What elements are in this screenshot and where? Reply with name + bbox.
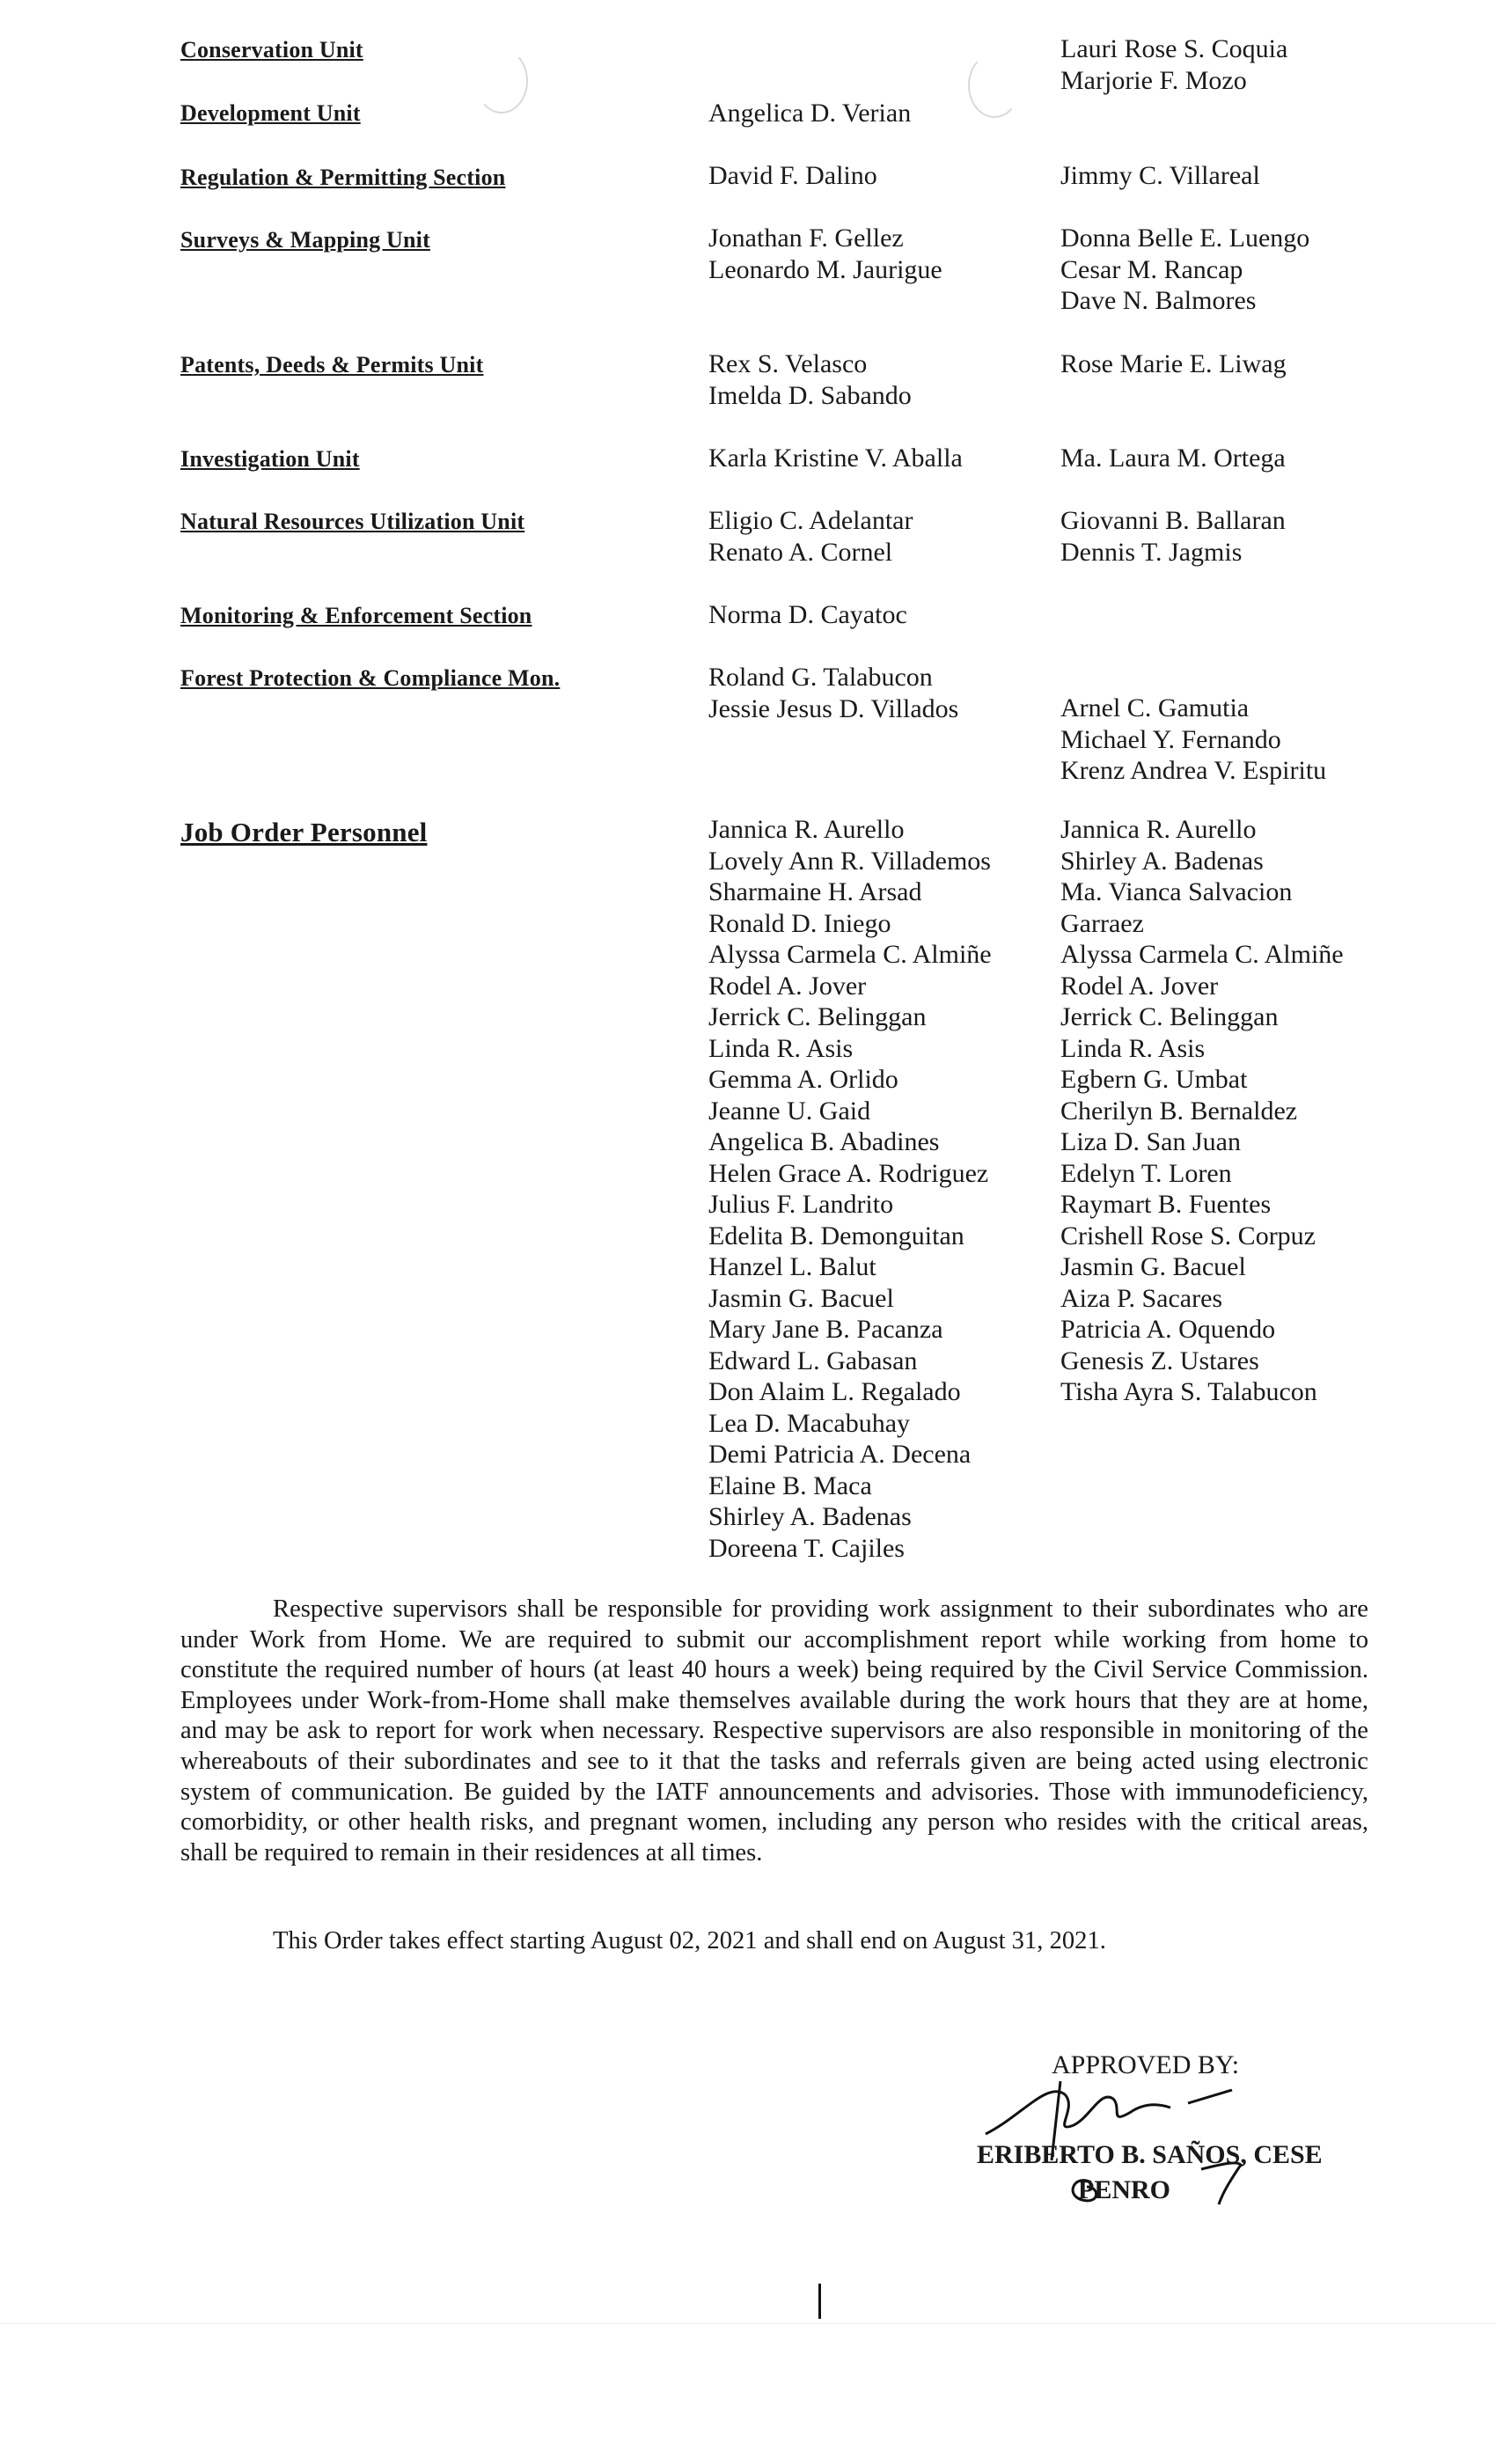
personnel-name: Eligio C. Adelantar [708,506,913,535]
personnel-name: Donna Belle E. Luengo [1060,224,1310,253]
personnel-name: Edelyn T. Loren [1060,1158,1232,1188]
order-effectivity: This Order takes effect starting August 02, 2021 and shall end on August 31, 2021. [273,1927,1106,1954]
instructions-paragraph [180,1595,1368,1868]
personnel-name: Cherilyn B. Bernaldez [1060,1096,1298,1126]
personnel-name: Helen Grace A. Rodriguez [708,1158,989,1188]
unit-label-monitoring: Monitoring & Enforcement Section [180,603,532,628]
personnel-name: Linda R. Asis [708,1033,854,1063]
name-list [708,98,911,129]
personnel-name: Jimmy C. Villareal [1060,161,1260,190]
personnel-name: Angelica B. Abadines [708,1127,940,1156]
personnel-name: Marjorie F. Mozo [1060,65,1247,95]
unit-label-job-order: Job Order Personnel [180,817,428,847]
punch-hole-mark [475,48,528,114]
personnel-name: Jannica R. Aurello [1060,815,1257,844]
unit-label-investigation: Investigation Unit [180,446,360,472]
unit-label-patents: Patents, Deeds & Permits Unit [180,352,484,378]
name-list [1060,33,1287,96]
unit-label-forest-protection: Forest Protection & Compliance Mon. [180,665,561,691]
personnel-name: Rex S. Velasco [708,349,868,378]
personnel-name: Dennis T. Jagmis [1060,537,1243,567]
personnel-name: Dave N. Balmores [1060,286,1257,315]
personnel-name: Imelda D. Sabando [708,380,912,410]
personnel-name: David F. Dalino [708,161,877,190]
name-list [708,814,992,1564]
personnel-name: Rodel A. Jover [708,971,867,1001]
scan-edge-line [0,2323,1496,2324]
personnel-name: Garraez [1060,908,1144,938]
personnel-name: Cesar M. Rancap [1060,254,1243,284]
personnel-name: Crishell Rose S. Corpuz [1060,1221,1316,1250]
personnel-name: Ronald D. Iniego [708,908,891,938]
name-list [708,223,942,285]
instructions-text: Respective supervisors shall be responsible for providing work assignment to their subordinates who are under Work from Home. We are required to submit our accomplishment report while working from home to constitute the required number of hours (at least 40 hours a week) being required by the Civil Service Commission. Employees under Work-from-Home shall make themselves available during the work hours that they are at home, and may be ask to report for work when necessary. Respective supervisors are also responsible in monitoring of the whereabouts of their subordinates and see to it that the tasks and referrals given are being acted using electronic system of communication. Be guided by the IATF announcements and advisories. Those with immunodeficiency, comorbidity, or other health risks, and pregnant women, including any person who resides with the critical areas, shall be required to remain in their residences at all times. [180,1595,1368,1866]
personnel-name: Jasmin G. Bacuel [1060,1252,1246,1281]
personnel-name: Roland G. Talabucon [708,663,933,692]
personnel-name: Demi Patricia A. Decena [708,1440,972,1469]
name-list [1060,505,1286,568]
name-list [1060,443,1286,474]
name-list [1060,814,1344,1408]
approver-position: PENRO [1078,2175,1170,2204]
personnel-name: Elaine B. Maca [708,1470,872,1500]
personnel-name: Jerrick C. Belinggan [708,1002,927,1031]
personnel-name: Aiza P. Sacares [1060,1283,1223,1313]
personnel-name: Norma D. Cayatoc [708,600,907,629]
unit-label-surveys: Surveys & Mapping Unit [180,227,430,253]
name-list [708,505,913,568]
personnel-name: Patricia A. Oquendo [1060,1315,1276,1344]
name-list [708,160,877,192]
name-list [1060,693,1326,787]
name-list [1060,348,1287,380]
personnel-name: Jerrick C. Belinggan [1060,1002,1279,1031]
personnel-name: Rodel A. Jover [1060,971,1219,1001]
personnel-name: Jeanne U. Gaid [708,1096,871,1126]
personnel-name: Michael Y. Fernando [1060,724,1281,754]
approver-name: ERIBERTO B. SAÑOS, CESE [977,2140,1323,2169]
personnel-name: Rose Marie E. Liwag [1060,349,1287,378]
personnel-name: Linda R. Asis [1060,1033,1206,1063]
name-list [708,662,958,724]
personnel-name: Ma. Laura M. Ortega [1060,444,1286,473]
personnel-name: Genesis Z. Ustares [1060,1346,1259,1375]
name-list [708,348,912,411]
personnel-name: Jannica R. Aurello [708,815,905,844]
personnel-name: Karla Kristine V. Aballa [708,444,963,473]
personnel-name: Lovely Ann R. Villademos [708,846,991,876]
personnel-name: Lea D. Macabuhay [708,1408,911,1438]
personnel-name: Edward L. Gabasan [708,1346,918,1375]
unit-label-development: Development Unit [180,100,361,126]
name-list [1060,160,1260,192]
personnel-name: Shirley A. Badenas [1060,846,1264,876]
personnel-name: Tisha Ayra S. Talabucon [1060,1377,1317,1406]
personnel-name: Mary Jane B. Pacanza [708,1315,943,1344]
personnel-name: Angelica D. Verian [708,99,912,128]
unit-label-natural-resources: Natural Resources Utilization Unit [180,509,525,534]
unit-label-regulation: Regulation & Permitting Section [180,165,506,190]
personnel-name: Arnel C. Gamutia [1060,693,1250,722]
personnel-name: Krenz Andrea V. Espiritu [1060,756,1327,785]
personnel-name: Jonathan F. Gellez [708,224,904,253]
personnel-name: Liza D. San Juan [1060,1127,1241,1156]
personnel-name: Lauri Rose S. Coquia [1060,34,1288,63]
approved-by-label: APPROVED BY: [1052,2050,1240,2079]
personnel-name: Sharmaine H. Arsad [708,877,922,906]
personnel-name: Ma. Vianca Salvacion [1060,877,1293,906]
name-list [708,599,907,631]
personnel-name: Edelita B. Demonguitan [708,1221,964,1250]
personnel-name: Jessie Jesus D. Villados [708,693,959,723]
personnel-name: Alyssa Carmela C. Almiñe [708,940,992,969]
personnel-name: Renato A. Cornel [708,537,893,567]
personnel-name: Jasmin G. Bacuel [708,1283,894,1313]
personnel-name: Alyssa Carmela C. Almiñe [1060,940,1344,969]
punch-hole-mark [968,53,1021,118]
personnel-name: Shirley A. Badenas [708,1502,912,1531]
name-list [1060,223,1309,317]
unit-label-conservation: Conservation Unit [180,37,363,62]
personnel-name: Giovanni B. Ballaran [1060,506,1286,535]
scan-mark [818,2284,821,2319]
personnel-name: Egbern G. Umbat [1060,1065,1248,1094]
personnel-name: Doreena T. Cajiles [708,1533,905,1563]
personnel-name: Julius F. Landrito [708,1190,894,1219]
name-list [708,443,963,474]
personnel-name: Leonardo M. Jaurigue [708,254,942,284]
personnel-name: Don Alaim L. Regalado [708,1377,961,1406]
personnel-name: Hanzel L. Balut [708,1252,876,1281]
personnel-name: Gemma A. Orlido [708,1065,898,1094]
personnel-name: Raymart B. Fuentes [1060,1190,1272,1219]
